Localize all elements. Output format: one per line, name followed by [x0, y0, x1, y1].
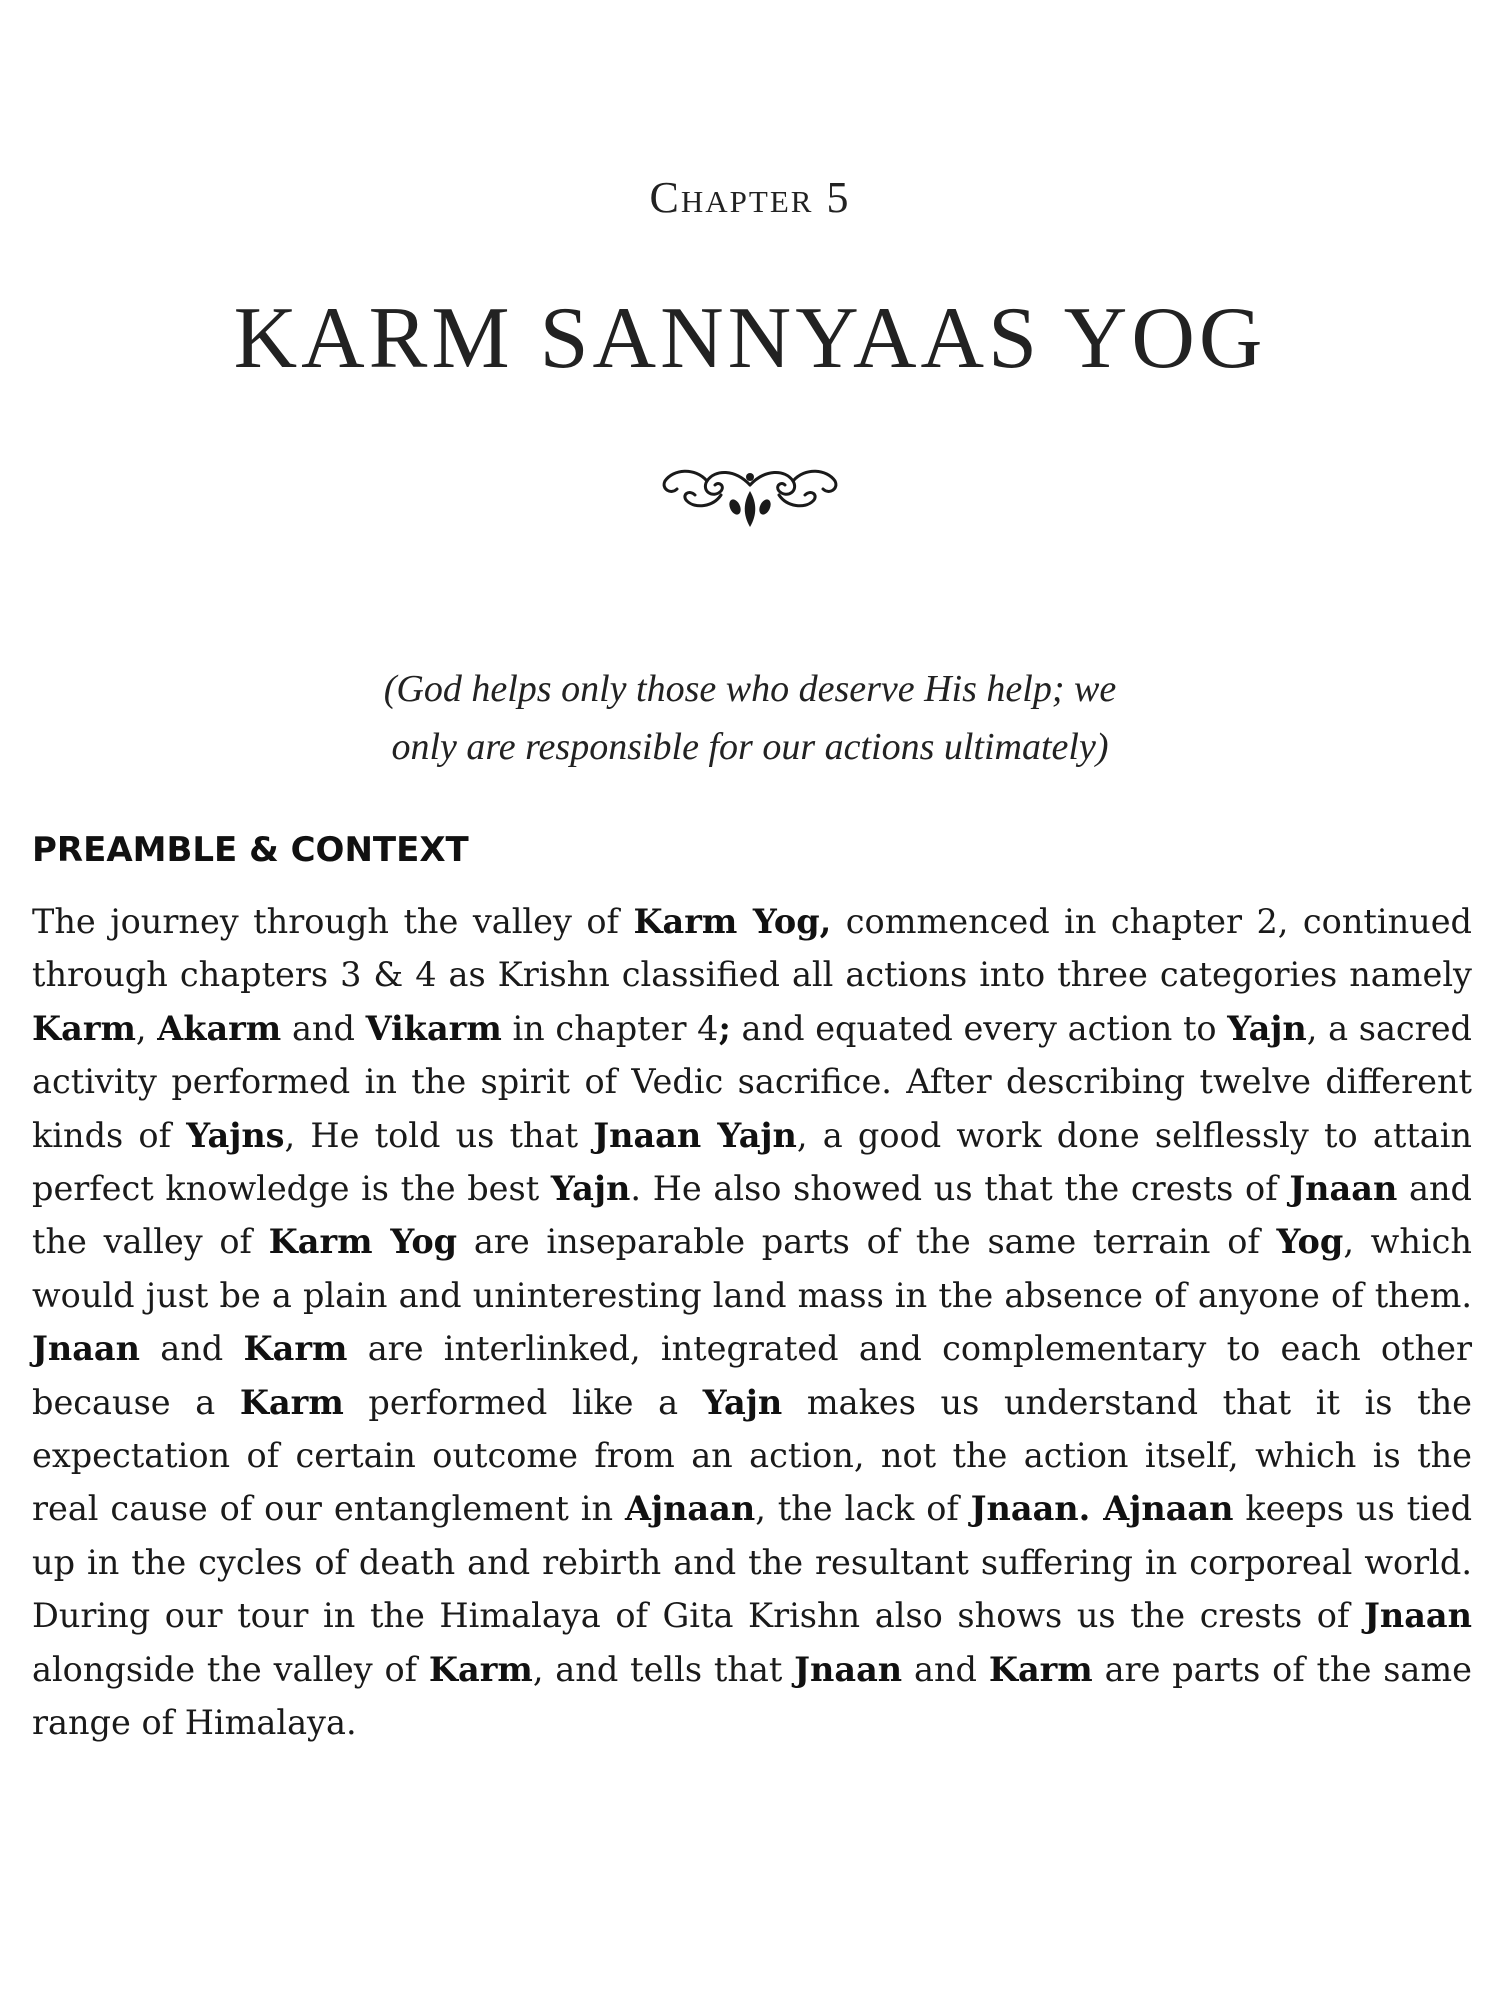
bold-term: Yajns [186, 1115, 285, 1155]
text-run: and equated every action to [730, 1008, 1228, 1048]
bold-term: Jnaan [794, 1649, 903, 1689]
text-run: and [139, 1329, 244, 1369]
bold-term: Jnaan Yajn [593, 1115, 797, 1155]
text-run: are inseparable parts of the same terrain of [457, 1222, 1277, 1262]
epigraph-line: (God helps only those who deserve His help; we [383, 668, 1117, 710]
bold-term: Ajnaan [624, 1489, 756, 1529]
bold-term: Karm [428, 1649, 533, 1689]
text-run: are interlinked, integrated and complementary to each other because a [32, 1329, 1472, 1422]
bold-term: Jnaan [1364, 1596, 1472, 1636]
bold-term: Karm [32, 1008, 136, 1048]
bold-term: Karm Yog [268, 1222, 458, 1262]
floral-ornament-icon [655, 455, 845, 535]
text-run: , the lack of [755, 1489, 971, 1529]
bold-term: Yajn [550, 1169, 631, 1209]
section-heading: PREAMBLE & CONTEXT [32, 830, 469, 870]
bold-term: Karm Yog, [633, 902, 832, 941]
text-run: , He told us that [284, 1115, 594, 1155]
text-run: , a sacred activity performed in the spirit of Vedic sacrifice. After describing twelve different kinds of [32, 1008, 1472, 1155]
bold-term: Vikarm [365, 1008, 502, 1048]
text-run: makes us understand that it is the expectation of certain outcome from an action, not the action itself, which is the real cause of our entanglement in [32, 1382, 1472, 1529]
text-run: The journey through the valley of [32, 902, 634, 941]
bold-term: Karm [239, 1382, 344, 1422]
text-run: , which would just be a plain and uninteresting land mass in the absence of anyone of them. [32, 1222, 1472, 1315]
bold-term: Yajn [702, 1382, 783, 1422]
text-run: , and tells that [532, 1649, 795, 1689]
bold-term: Jnaan [32, 1329, 140, 1369]
text-run: commenced in chapter 2, continued through chapters 3 & 4 as Krishn classified all actions into three categories namely [32, 902, 1473, 995]
epigraph-line: only are responsible for our actions ultimately) [391, 726, 1109, 768]
text-run: and the valley of [32, 1169, 1472, 1262]
text-run: . He also showed us that the crests of [630, 1169, 1290, 1209]
text-run: and [281, 1008, 366, 1048]
bold-term: Yog [1276, 1222, 1344, 1262]
text-run: in chapter 4 [501, 1008, 719, 1048]
bold-term: Karm [988, 1649, 1093, 1689]
text-run: , a good work done selflessly to attain perfect knowledge is the best [32, 1115, 1473, 1209]
bold-term: Jnaan. Ajnaan [970, 1489, 1234, 1529]
bold-term: ; [718, 1008, 731, 1048]
bold-term: Yajn [1227, 1008, 1307, 1048]
bold-term: Jnaan [1289, 1169, 1398, 1209]
text-run: performed like a [343, 1382, 703, 1422]
bold-term: Akarm [157, 1008, 282, 1048]
text-run: , [135, 1008, 158, 1048]
text-run: keeps us tied up in the cycles of death and rebirth and the resultant suffering in corporeal world. During our tour in the Himalaya of Gita Krishn also shows us the crests of [32, 1489, 1473, 1636]
chapter-label: Chapter 5 [649, 173, 851, 222]
text-run: are parts of the same range of Himalaya. [32, 1649, 1472, 1743]
text-run: and [902, 1649, 989, 1689]
bold-term: Karm [243, 1329, 348, 1369]
chapter-title: KARM SANNYAAS YOG [233, 290, 1267, 387]
epigraph [0, 660, 1500, 776]
body-paragraph [32, 895, 1472, 1750]
text-run: alongside the valley of [32, 1649, 429, 1689]
